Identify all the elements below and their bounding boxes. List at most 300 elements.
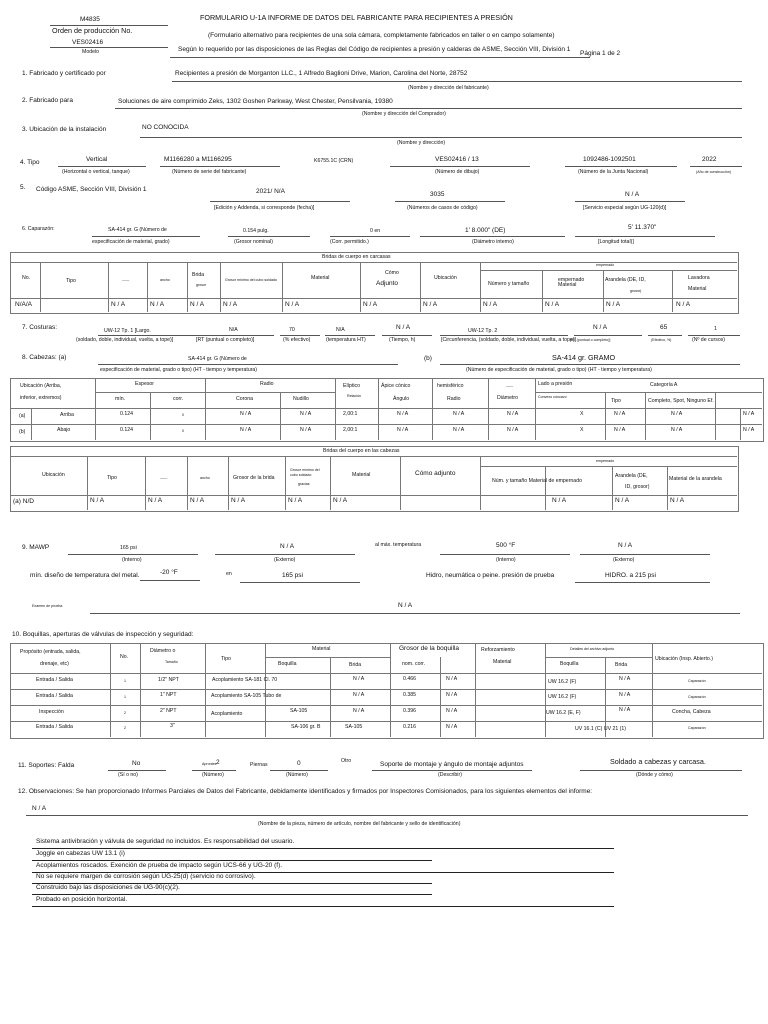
model-underline: [50, 47, 168, 48]
t3-cell: N / A: [333, 497, 348, 504]
s5-cap2: (Números de casos de código): [407, 205, 478, 211]
nozzle-cell: 2: [124, 711, 126, 715]
t1-v12: [672, 270, 673, 312]
s2-label: 2. Fabricado para: [22, 97, 73, 104]
t2-cell: N / A: [240, 427, 252, 433]
t2-cell: 2,00:1: [343, 427, 358, 433]
s6-line-5: [575, 236, 715, 237]
s1-label: 1. Fabricado y certificado por: [22, 70, 106, 77]
s12-caption: (Nombre de la pieza, número de artículo, nombre del fabricante y sello de identificación): [258, 821, 461, 827]
shell-length: 5' 11.370": [628, 224, 657, 231]
nozzle-cell: N / A: [353, 692, 365, 698]
t3-h-id: ID, grosor): [625, 484, 650, 490]
t4-hline-1: [10, 673, 762, 674]
s4-cap2: (Número de serie del fabricante): [172, 169, 247, 175]
nozzle-cell: SA-105: [290, 708, 308, 714]
mawp-external: N / A: [280, 543, 295, 550]
nozzle-cell: 1: [124, 679, 126, 683]
t3-cell: N / A: [552, 497, 567, 504]
s4-line-5: [690, 166, 742, 167]
t3-cell: N / A: [231, 497, 246, 504]
t2-h-radio: Radio: [260, 381, 274, 387]
s5-line-3: [575, 201, 685, 202]
t3-v8: [480, 456, 481, 510]
nozzle-cell: UW 16.2 (F): [548, 679, 577, 685]
ht-temp: N/A: [336, 327, 345, 333]
t4-v6: [390, 643, 391, 737]
t3-h-cubo: Grosor mínimo del cubo soldado: [290, 468, 320, 477]
nozzle-cell: 1/2" NPT: [158, 677, 179, 683]
t2-cell: N / A: [671, 411, 683, 417]
aprons-count: 2: [216, 759, 220, 766]
t4-h-ubic: Ubicación (Insp. Abierto.): [655, 656, 713, 662]
s4-line-1: [58, 166, 146, 167]
circ-rt: N / A: [593, 324, 608, 331]
s7-cap3: (% efectivo): [283, 337, 311, 343]
note-4: No se requiere margen de corrosión según UG-25(d) (servicio no corrosivo).: [36, 873, 256, 880]
t4-h-diam: Diámetro o: [150, 648, 176, 654]
nozzle-cell: Concha, Cabeza: [672, 709, 711, 715]
nozzle-cell: Caparazón: [688, 695, 706, 699]
aprons-label: Aprontes: [202, 762, 217, 766]
t2-h-nudillo: Nudillo: [293, 396, 309, 402]
t4-h-no: No.: [120, 654, 129, 660]
t4-hline-3: [10, 705, 762, 706]
t1-h-tipo: Tipo: [66, 278, 76, 284]
t2-v12: [715, 392, 716, 440]
t2-h-diam: Diámetro: [497, 395, 519, 401]
t4-h-tipo: Tipo: [221, 656, 231, 662]
t4-h-grosor: Grosor de la boquilla: [399, 645, 459, 652]
s8-label: 8. Cabezas: (a): [22, 354, 67, 361]
note-2: Joggle en cabezas UW 13.1 (i): [36, 850, 125, 857]
s9-cap-int2: (Interno): [496, 557, 516, 563]
t1-h-ubicacion: Ubicación: [434, 275, 457, 281]
t2-cell: (a): [19, 413, 26, 419]
t2-v1: [95, 378, 96, 440]
t1-cell: N / A: [223, 301, 238, 308]
t1-h-empmat: empernado Material: [558, 277, 585, 289]
t3-h-matar: Material de la arandela: [669, 476, 722, 482]
s7-line-8: [648, 335, 682, 336]
t1-v8: [420, 262, 421, 312]
note-line-5: [32, 894, 432, 895]
t1-h-como: Cómo: [385, 270, 399, 276]
t2-cell: 0.124: [120, 427, 133, 433]
s4-cap1: (Horizontal o vertical, tanque): [62, 169, 130, 175]
t4-v4: [265, 643, 266, 737]
shell-diameter: 1' 8.000" (DE): [465, 227, 506, 234]
nozzle-cell: SA-106 gr. B: [291, 724, 321, 730]
s2-caption: (Nombre y dirección del Comprador): [362, 111, 446, 117]
t3-h-como: Cómo adjunto: [415, 470, 456, 477]
s12-line-1: [26, 815, 748, 816]
t3-hline-2: [10, 495, 737, 496]
t2-h-angulo: Ángulo: [393, 396, 410, 402]
nozzle-cell: 3": [170, 723, 175, 729]
t1-hline-bolting: [480, 270, 737, 271]
t2-cell: Arriba: [60, 412, 74, 418]
s7-cap2: [RT (puntual o completo)]: [196, 337, 255, 343]
s11-label: 11. Soportes: Falda: [18, 762, 75, 769]
t4-v8: [475, 643, 476, 737]
s9-cap-ext: (Externo): [274, 557, 296, 563]
t1-v3: [147, 262, 148, 312]
s7-line-1: [98, 335, 206, 336]
s4-line-4: [565, 166, 677, 167]
s11-line-1: [108, 770, 166, 771]
t1-h-grosor2: grosor): [630, 289, 642, 293]
legs-label: Piernas: [250, 762, 268, 768]
page-number: Página 1 de 2: [580, 50, 621, 57]
nozzle-cell: Entrada / Salida: [36, 693, 73, 699]
t3-cell: N / A: [615, 497, 630, 504]
t2-cell: 0.124: [120, 411, 133, 417]
t3-hline-1: [10, 456, 737, 457]
s1-underline: [172, 81, 742, 82]
t3-h-grosor: Grosor de la brida: [233, 475, 275, 481]
mdmt-temp: -20 °F: [160, 569, 178, 576]
t1-hline-1: [10, 262, 737, 263]
s6-line-4: [420, 236, 565, 237]
s6-cap1: especificación de material, grado): [92, 239, 170, 245]
model-number: VES02416: [72, 39, 104, 46]
t4-v5: [330, 657, 331, 737]
shell-corrosion: 0 en: [370, 228, 381, 234]
s1-caption: (Nombre y dirección del fabricante): [408, 85, 489, 91]
t2-h-cat: Categoría A: [650, 382, 678, 388]
t1-cell: N / A: [606, 301, 621, 308]
nozzle-cell: N / A: [446, 708, 458, 714]
t1-hline-2: [10, 298, 737, 299]
t2-v0: [31, 408, 32, 440]
orientation: Vertical: [86, 156, 108, 163]
s8-line-a: [98, 364, 398, 365]
model-label: Modelo: [82, 49, 100, 55]
t2-hline-sub1: [95, 392, 335, 393]
t1-cell: N / A: [150, 301, 165, 308]
s7-cap5: (Tiempo, h): [389, 337, 416, 343]
drawing-number: VES02416 / 13: [435, 156, 479, 163]
long-seam: UW-12 Tp. 1 [Largo.: [104, 328, 151, 334]
t1-cell: N / A: [423, 301, 438, 308]
t4-h-prop2: drenaje, etc): [40, 661, 69, 667]
nozzle-cell: UV 16.1 (C) UV 21 (1): [575, 726, 627, 732]
s9-line-6: [240, 582, 360, 583]
nozzle-cell: 2: [124, 726, 126, 730]
s6-line-3: [330, 236, 410, 237]
s11-line-3: [270, 770, 328, 771]
t2-cell: X: [580, 411, 584, 417]
t2-cell: N / A: [300, 427, 312, 433]
s8-cap-a: especificación de material, grado o tipo) (HT - tiempo y temperatura): [100, 367, 258, 373]
head-a-material: SA-414 gr. G (Número de: [188, 356, 247, 362]
s4-label: 4. Tipo: [20, 159, 40, 166]
t3-cell: N / A: [190, 497, 205, 504]
t3-v2: [145, 456, 146, 510]
t2-cell: N / A: [300, 411, 312, 417]
t4-h-boq2: Boquilla: [560, 661, 579, 667]
s7-line-5: [382, 335, 432, 336]
t2-v4: [280, 392, 281, 440]
t4-h-material: Material: [312, 646, 331, 652]
s9-line-8: [90, 613, 740, 614]
s7-label: 7. Costuras:: [22, 324, 58, 331]
t2-cell: N / A: [743, 411, 755, 417]
t4-hline-4: [10, 721, 762, 722]
year-built: 2022: [702, 156, 717, 163]
nozzle-cell: N / A: [619, 676, 631, 682]
t4-v7: [440, 657, 441, 737]
proof-test-label: Examen de prueba: [32, 604, 63, 608]
t2-v2: [150, 392, 151, 440]
s7-line-3: [280, 335, 320, 336]
t4-v3: [205, 643, 206, 737]
t3-h-numtam: Núm. y tamaño Material de empernado: [492, 478, 582, 484]
t4-h-nom: nom. corr.: [402, 661, 426, 667]
s7-line-4: [325, 335, 375, 336]
s6-cap2: (Grosor nominal): [234, 239, 273, 245]
t4-h-tam: Tamaño: [165, 660, 178, 664]
s11-cap3: (Número): [286, 772, 308, 778]
nozzle-cell: 0.396: [403, 708, 416, 714]
t3-h-arandela: Arandela (DE,: [615, 473, 648, 479]
nozzle-cell: 1" NPT: [160, 692, 177, 698]
serial-numbers: M1166280 a M1166295: [164, 156, 232, 163]
t2-v7: [432, 378, 433, 440]
t1-h-numtam: Número y tamaño: [488, 281, 530, 287]
t1-h-material2: Material: [688, 286, 707, 292]
t3-h-gracias: gracias: [298, 482, 310, 486]
header-rule: [170, 57, 590, 58]
t1-v5: [220, 262, 221, 312]
code-reference: Según lo requerido por las disposiciones de las Reglas del Código de recipientes a presión y calderas de ASME, Sección VIII, División 1: [178, 46, 571, 53]
mdmt-at: en: [226, 571, 232, 577]
s8-line-b: [440, 364, 740, 365]
order-label: Orden de producción No.: [52, 26, 133, 35]
s4-line-3: [390, 166, 530, 167]
s6-cap4: (Diámetro interno): [472, 239, 514, 245]
note-3: Acoplamientos roscados. Exención de prueba de impacto según UCS-66 y UG-20 (f).: [36, 862, 283, 869]
t2-cell: (b): [19, 429, 26, 435]
other-label: Otro: [341, 758, 352, 764]
t2-h-corr: corr.: [173, 396, 184, 402]
s7-cap1: (soldado, doble, individual, vuelta, a tope)]: [76, 337, 174, 343]
t3-cell: N / A: [670, 497, 685, 504]
t2-h-corona: Corona: [236, 396, 254, 402]
t1-h-empernado: empernado: [596, 263, 615, 267]
s2-underline: [115, 108, 742, 109]
partial-reports: N / A: [32, 805, 47, 812]
t4-h-detalles: Detalles del archivo adjunto: [570, 647, 615, 651]
t3-v7: [400, 456, 401, 510]
t3-cell: N / A: [90, 497, 105, 504]
t1-h-lavadora: Lavadora: [688, 275, 710, 281]
t2-cell: 0: [182, 413, 184, 417]
t1-cell: N / A: [545, 301, 560, 308]
t2-h-convexo: Convexo cóncavo: [538, 395, 567, 399]
s9-line-3: [440, 554, 570, 555]
t4-h-brida: Brida: [349, 662, 362, 668]
t2-h-lado: Lado a presión: [538, 381, 573, 387]
s5-cap3: [Servicio especial según UG-120(d)]: [583, 205, 667, 211]
s9-line-7: [575, 582, 710, 583]
t3-v1: [87, 456, 88, 510]
s8-b-label: (b): [424, 355, 432, 362]
nozzle-cell: N / A: [353, 676, 365, 682]
max-temp-label: al máx. temperatura: [375, 542, 422, 548]
nozzle-cell: N / A: [446, 676, 458, 682]
s6-cap5: [Longitud total)]: [598, 239, 634, 245]
s7-line-6: [440, 335, 568, 336]
s5-line-1: [210, 201, 350, 202]
purchaser: Soluciones de aire comprimido Zeks, 1302 Goshen Parkway, West Chester, Pensilvania, 19380: [118, 98, 393, 105]
t2-cell: 0: [182, 429, 184, 433]
note-6: Probado en posición horizontal.: [36, 896, 128, 903]
t1-h-dash: ——: [122, 278, 130, 282]
s7-line-9: [688, 335, 740, 336]
t3-h-material: Material: [352, 472, 371, 478]
order-number: M4835: [80, 16, 100, 23]
t2-h-completo: Completo, Spot, Ninguno Ef.: [648, 398, 714, 404]
t4-sub-2: [545, 657, 652, 658]
t2-cell: N / A: [671, 427, 683, 433]
t2-h-espesor: Espesor: [135, 381, 155, 387]
t3-v10: [612, 466, 613, 510]
nozzle-cell: Caparazón: [688, 726, 706, 730]
note-1: Sistema antivibración y válvula de seguridad no incluidos. Es responsabilidad del usuario.: [36, 838, 295, 845]
t2-hline-sub2: [535, 392, 762, 393]
t2-h-ubic: Ubicación (Arriba,: [20, 383, 62, 389]
nozzle-cell: Acoplamiento SA-105 Tubo de: [211, 693, 282, 699]
test-pressure: HIDRO. a 215 psi: [605, 572, 656, 579]
t2-v6: [378, 378, 379, 440]
shell-flange-title: Bridas de cuerpo en carcasas: [322, 254, 391, 260]
nozzle-cell: SA-105: [345, 724, 363, 730]
t3-hline-bolting: [480, 466, 737, 467]
crn-number: K6755.1C (CRN): [314, 158, 354, 164]
nozzle-cell: Inspección: [39, 709, 64, 715]
nozzle-cell: Acoplamiento SA-181 Cl. 70: [212, 677, 278, 683]
nozzle-cell: N / A: [619, 707, 631, 713]
nozzle-cell: 2" NPT: [160, 708, 177, 714]
t4-v1: [110, 643, 111, 737]
t2-v3: [205, 378, 206, 440]
s5-label: Código ASME, Sección VIII, División 1: [36, 186, 147, 193]
t1-v2: [108, 262, 109, 312]
nozzle-cell: 1: [124, 695, 126, 699]
s9-cap-int: (Interno): [122, 557, 142, 563]
s9-line-4: [580, 554, 710, 555]
t2-cell: X: [580, 427, 584, 433]
t2-v9: [535, 378, 536, 440]
t2-h-apice: Ápice cónico: [381, 383, 411, 389]
shell-material: SA-414 gr. G (Número de: [108, 227, 167, 233]
t2-cell: N / A: [397, 411, 409, 417]
max-temp-external: N / A: [618, 542, 633, 549]
t2-cell: N / A: [743, 427, 755, 433]
t2-cell: N / A: [614, 427, 626, 433]
t1-cell: N / A: [190, 301, 205, 308]
s4-cap3: (Número de dibujo): [435, 169, 480, 175]
t3-cell: N / A: [148, 497, 163, 504]
s6-line-1: [92, 236, 200, 237]
t1-h-arandela: Arandela (DE, ID,: [605, 277, 646, 283]
t1-cell: N / A: [676, 301, 691, 308]
max-temp-internal: 500 °F: [496, 542, 516, 549]
t2-cell: N / A: [453, 411, 465, 417]
s7-line-7: [574, 335, 642, 336]
t2-hline-2: [10, 424, 762, 425]
s9-cap-ext2: (Externo): [613, 557, 635, 563]
t1-cell: N / A: [285, 301, 300, 308]
t2-v8: [488, 378, 489, 440]
s9-line-5: [140, 580, 200, 581]
s9-label: 9. MAWP: [22, 544, 50, 551]
t1-cell: N/A/A: [15, 301, 32, 308]
nozzle-cell: 0.385: [403, 692, 416, 698]
long-rt: N/A: [229, 327, 238, 333]
s7-cap9: (Nº de cursos): [692, 337, 726, 343]
nozzle-cell: N / A: [619, 692, 631, 698]
t4-h-ref: Reforzamiento: [481, 647, 515, 653]
s4-cap5: (Año de construcción): [696, 170, 731, 174]
t2-cell: 2,00:1: [343, 411, 358, 417]
t2-cell: Abajo: [57, 427, 71, 433]
s11-line-5: [580, 770, 742, 771]
head-b-material: SA-414 gr. GRAMO: [552, 353, 616, 362]
s6-line-2: [228, 236, 310, 237]
other-supports: Soporte de montaje y ángulo de montaje adjuntos: [380, 761, 524, 768]
t4-h-refmat: Material: [493, 659, 512, 665]
s11-cap1: (Sí o no): [118, 772, 138, 778]
t1-h-adjunto: Adjunto: [376, 280, 399, 287]
t1-cell: N / A: [111, 301, 126, 308]
t3-v3: [187, 456, 188, 510]
t4-v10: [605, 657, 606, 737]
s11-line-4: [372, 770, 532, 771]
nozzle-cell: Acoplamiento: [211, 711, 243, 717]
t4-sub-1: [265, 657, 390, 658]
t1-v10: [542, 270, 543, 312]
t2-h-hemi: hemisférico: [437, 383, 464, 389]
s7-cap8: (Efectivo, %): [651, 338, 672, 342]
special-service: N / A: [625, 191, 640, 198]
nozzle-cell: N / A: [353, 708, 365, 714]
t3-v9: [545, 466, 546, 510]
t3-v5: [285, 456, 286, 510]
note-5: Construido bajo las disposiciones de UG-90(c)(2).: [36, 884, 180, 891]
note-line-6: [32, 906, 614, 907]
t2-hline-1: [10, 408, 762, 409]
t1-v1: [40, 262, 41, 312]
t2-h-min: mín.: [115, 396, 126, 402]
nozzle-cell: UW 16.2 (F): [548, 694, 577, 700]
t2-v10: [605, 392, 606, 440]
s7-cap6: [Circunferencia, (soldado, doble, individual, vuelta, a tope)]: [441, 337, 576, 343]
nozzle-cell: 0.216: [403, 724, 416, 730]
s3-label: 3. Ubicación de la instalación: [22, 126, 107, 133]
support-attachment: Soldado a cabezas y carcasa.: [610, 757, 706, 766]
t1-h-grosor: grosor: [196, 283, 207, 287]
test-pressure-label: Hidro, neumática o peine. presión de prueba: [426, 572, 555, 579]
shell-thickness: 0.154 pulg.: [243, 228, 269, 234]
t3-cell: (a) N/D: [13, 498, 34, 505]
circ-seam: UW-12 Tp. 2: [468, 328, 498, 334]
mdmt-pressure: 165 psi: [282, 572, 303, 579]
nozzle-cell: Entrada / Salida: [36, 724, 73, 730]
s9-line-2: [215, 554, 355, 555]
